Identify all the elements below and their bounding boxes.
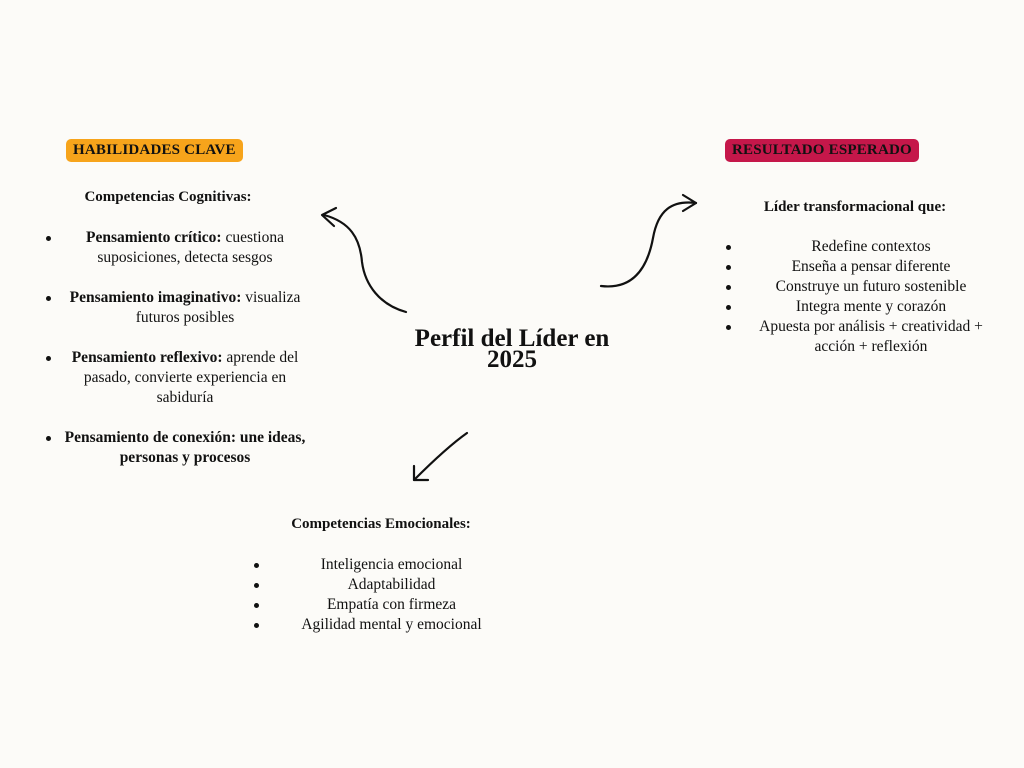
list-item: Agilidad mental y emocional: [248, 615, 513, 635]
arrow-to-resultado-icon: [601, 195, 696, 286]
resultado-esperado-badge: RESULTADO ESPERADO: [725, 139, 919, 162]
list-item: Adaptabilidad: [248, 575, 513, 595]
item-bold: Pensamiento reflexivo:: [71, 349, 223, 366]
list-item: Empatía con firmeza: [248, 595, 513, 615]
habilidades-clave-badge: HABILIDADES CLAVE: [66, 139, 243, 162]
emotional-heading: Competencias Emocionales:: [291, 516, 471, 532]
list-item: Enseña a pensar diferente: [720, 257, 1000, 277]
item-bold: Pensamiento imaginativo:: [69, 289, 242, 306]
list-item: Apuesta por análisis + creatividad + acción + reflexión: [720, 317, 1000, 357]
item-bold: Pensamiento crítico:: [85, 229, 222, 246]
item-text: visualiza futuros posibles: [135, 289, 301, 326]
list-item: Integra mente y corazón: [720, 297, 1000, 317]
item-text: cuestiona suposiciones, detecta sesgos: [97, 229, 284, 266]
arrow-to-emocionales-icon: [414, 433, 467, 480]
results-heading: Líder transformacional que:: [763, 199, 947, 215]
cognitive-heading: Competencias Cognitivas:: [84, 189, 252, 205]
list-item: Inteligencia emocional: [248, 555, 513, 575]
item-bold: Pensamiento de conexión: une ideas, personas y procesos: [64, 429, 306, 466]
list-item: Redefine contextos: [720, 237, 1000, 257]
item-text: aprende del pasado, convierte experiencia en sabiduría: [83, 349, 299, 406]
arrow-to-habilidades-icon: [322, 208, 406, 312]
center-title: Perfil del Líder en 2025: [414, 325, 610, 373]
list-item: Construye un futuro sostenible: [720, 277, 1000, 297]
